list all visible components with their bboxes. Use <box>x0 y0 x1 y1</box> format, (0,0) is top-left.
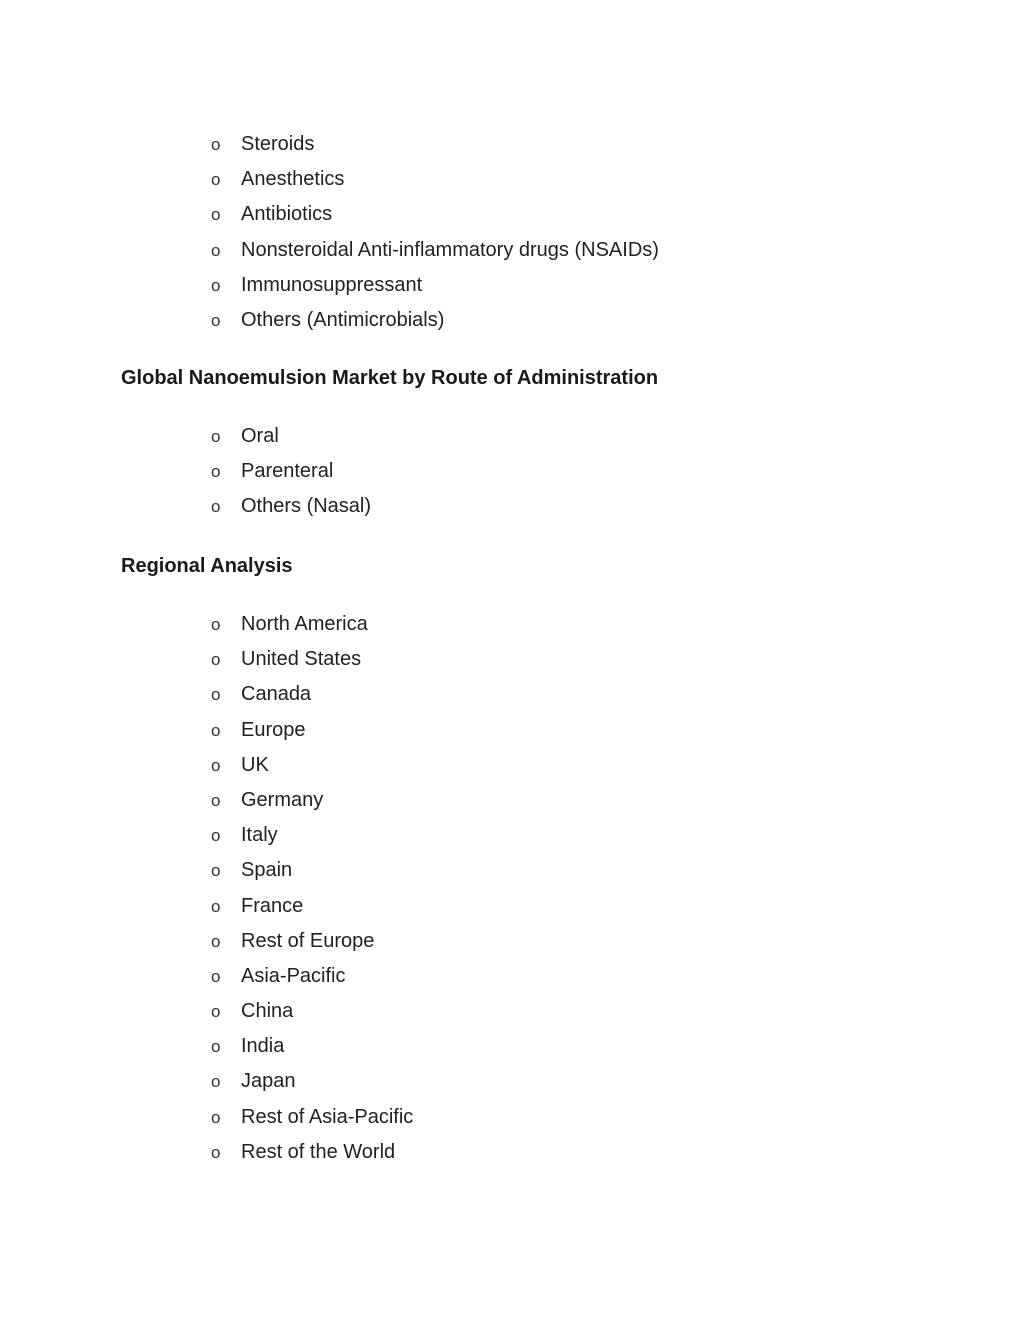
bullet-marker: o <box>211 462 221 482</box>
list-item-label: Europe <box>241 718 306 741</box>
bullet-marker: o <box>211 1142 221 1162</box>
bullet-marker: o <box>211 427 221 446</box>
bullet-marker: o <box>211 170 221 190</box>
route-of-administration-heading: Global Nanoemulsion Market by Route of Administration <box>121 367 659 389</box>
list-item-label: China <box>241 1000 294 1023</box>
list-item-label: Anesthetics <box>241 168 345 191</box>
list-item-label: Immunosuppressant <box>241 273 423 296</box>
list-item-label: Rest of Asia-Pacific <box>241 1105 414 1128</box>
bullet-marker: o <box>211 1037 221 1057</box>
bullet-marker: o <box>211 720 221 740</box>
bullet-marker: o <box>211 861 221 881</box>
bullet-marker: o <box>211 896 221 916</box>
list-item-label: Antibiotics <box>241 203 333 226</box>
list-item-label: Canada <box>241 683 312 706</box>
list-item-label: Parenteral <box>241 460 334 483</box>
list-item-label: India <box>241 1035 285 1058</box>
list-item-label: Japan <box>241 1070 296 1093</box>
list-item-label: Rest of Europe <box>241 929 375 952</box>
bullet-marker: o <box>211 135 221 154</box>
bullet-marker: o <box>211 240 221 260</box>
bullet-marker: o <box>211 650 221 670</box>
bullet-marker: o <box>211 275 221 295</box>
bullet-marker: o <box>211 615 221 634</box>
list-item-label: Others (Nasal) <box>241 495 372 518</box>
bullet-marker: o <box>211 790 221 810</box>
bullet-marker: o <box>211 205 221 225</box>
list-item-label: Spain <box>241 859 293 882</box>
list-item-label: UK <box>241 753 269 776</box>
bullet-marker: o <box>211 1107 221 1127</box>
list-item-label: United States <box>241 648 362 671</box>
bullet-marker: o <box>211 1072 221 1092</box>
list-item-label: Nonsteroidal Anti-inflammatory drugs (NSAIDs) <box>241 238 659 261</box>
list-item-label: Oral <box>241 425 279 447</box>
bullet-marker: o <box>211 685 221 705</box>
bullet-marker: o <box>211 497 221 517</box>
bullet-marker: o <box>211 310 221 330</box>
list-item-label: Others (Antimicrobials) <box>241 308 445 331</box>
bullet-marker: o <box>211 966 221 986</box>
list-item-label: France <box>241 894 304 917</box>
list-item-label: Germany <box>241 788 324 811</box>
bullet-marker: o <box>211 1002 221 1022</box>
list-item-label: Asia-Pacific <box>241 964 346 987</box>
regional-analysis-heading: Regional Analysis <box>121 555 293 577</box>
bullet-marker: o <box>211 931 221 951</box>
list-item-label: North America <box>241 613 368 635</box>
list-item-label: Italy <box>241 824 278 847</box>
bullet-marker: o <box>211 826 221 846</box>
bullet-marker: o <box>211 755 221 775</box>
list-item-label: Rest of the World <box>241 1140 396 1163</box>
list-item-label: Steroids <box>241 133 315 155</box>
